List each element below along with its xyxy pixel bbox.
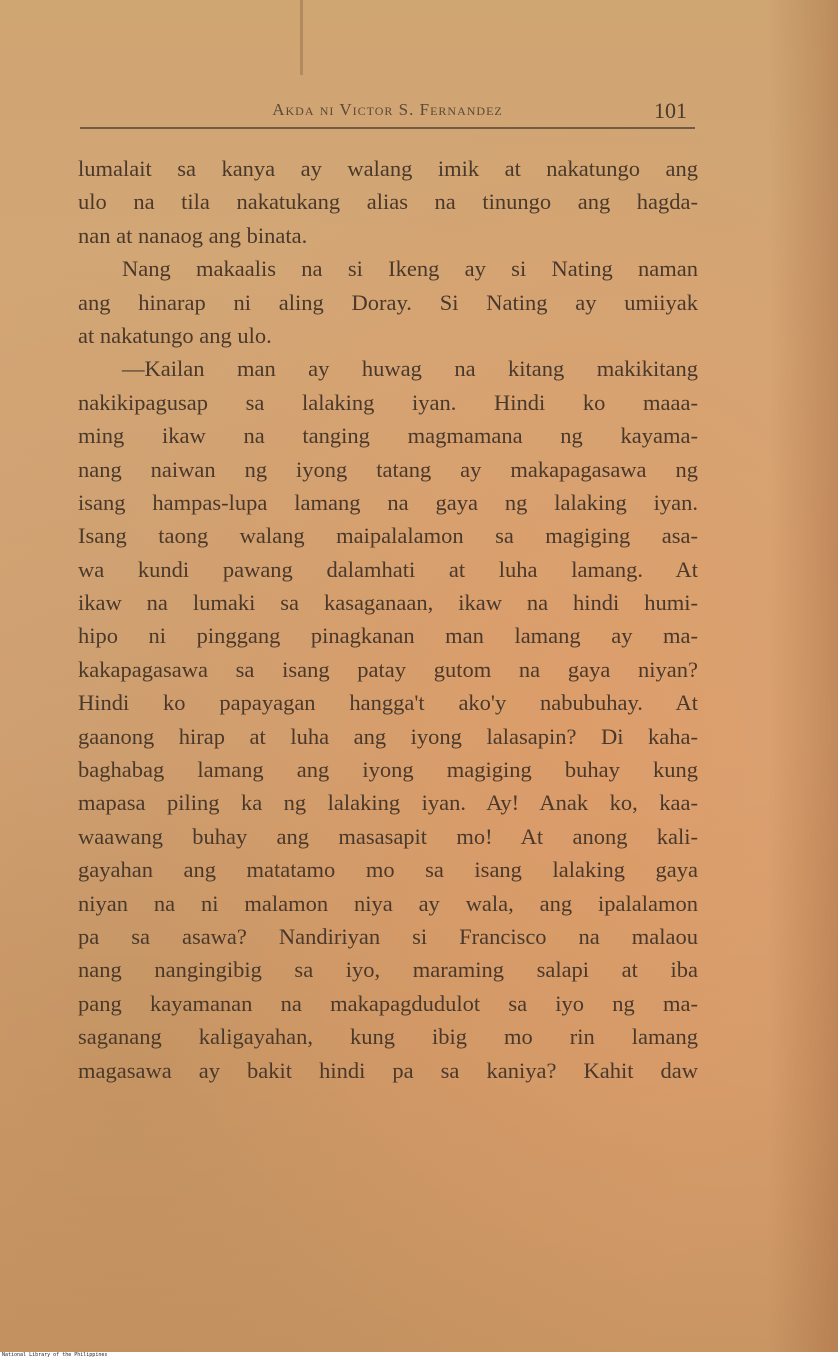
text-line: saganang kaligayahan, kung ibig mo rin lamang	[78, 1024, 698, 1050]
text-line: Isang taong walang maipalalamon sa magiging asa-	[78, 523, 698, 549]
text-line: hipo ni pinggang pinagkanan man lamang ay ma-	[78, 623, 698, 649]
text-line: wa kundi pawang dalamhati at luha lamang. At	[78, 556, 698, 582]
text-line: ang hinarap ni aling Doray. Si Nating ay umiiyak	[78, 289, 698, 315]
text-line: isang hampas-lupa lamang na gaya ng lalaking iyan.	[78, 489, 698, 515]
text-line: ikaw na lumaki sa kasaganaan, ikaw na hindi humi-	[78, 590, 698, 616]
paper-crease	[300, 0, 303, 75]
page-edge-shadow	[768, 0, 838, 1352]
text-line: at nakatungo ang ulo.	[78, 322, 272, 348]
text-line: niyan na ni malamon niya ay wala, ang ipalalamon	[78, 890, 698, 916]
text-line: magasawa ay bakit hindi pa sa kaniya? Kahit daw	[78, 1057, 698, 1083]
text-line: pang kayamanan na makapagdudulot sa iyo ng ma-	[78, 990, 698, 1016]
text-line: nang nangingibig sa iyo, maraming salapi at iba	[78, 957, 698, 983]
text-line: nakikipagusap sa lalaking iyan. Hindi ko maaa-	[78, 389, 698, 415]
text-line: —Kailan man ay huwag na kitang makikitang	[122, 356, 698, 382]
text-line: nan at nanaog ang binata.	[78, 222, 308, 248]
text-line: baghabag lamang ang iyong magiging buhay kung	[78, 757, 698, 783]
text-line: kakapagasawa sa isang patay gutom na gaya niyan?	[78, 656, 698, 682]
page-header	[80, 96, 695, 130]
page-number: 101	[654, 98, 687, 123]
text-line: ming ikaw na tanging magmamana ng kayama-	[78, 423, 698, 449]
header-rule	[80, 127, 695, 129]
text-line: mapasa piling ka ng lalaking iyan. Ay! Anak ko, kaa-	[78, 790, 698, 816]
text-line: ulo na tila nakatukang alias na tinungo ang hagda-	[78, 189, 698, 215]
text-line: nang naiwan ng iyong tatang ay makapagasawa ng	[78, 456, 698, 482]
library-credit: National Library of the Philippines	[0, 1352, 838, 1358]
text-line: waawang buhay ang masasapit mo! At anong kali-	[78, 823, 698, 849]
text-line: gayahan ang matatamo mo sa isang lalaking gaya	[78, 857, 698, 883]
text-line: lumalait sa kanya ay walang imik at nakatungo ang	[78, 156, 698, 181]
running-title: Akda ni Victor S. Fernandez	[272, 100, 503, 119]
body-text	[78, 152, 698, 1087]
text-line: gaanong hirap at luha ang iyong lalasapin? Di kaha-	[78, 723, 698, 749]
text-line: Hindi ko papayagan hangga't ako'y nabubuhay. At	[78, 690, 698, 716]
text-line: Nang makaalis na si Ikeng ay si Nating naman	[122, 256, 698, 282]
text-line: pa sa asawa? Nandiriyan si Francisco na malaou	[78, 923, 698, 949]
